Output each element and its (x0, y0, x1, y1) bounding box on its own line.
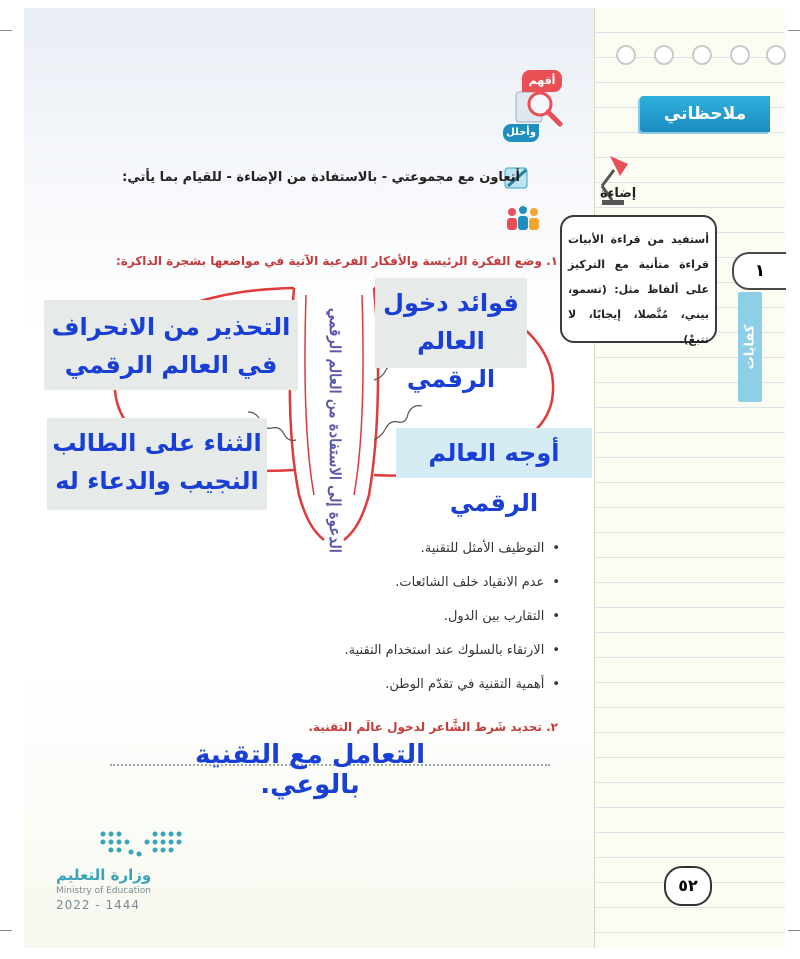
binder-ring (654, 45, 674, 65)
question-2-answer: التعامل مع التقنية بالوعي. (195, 740, 425, 800)
understand-badge: أفهم (522, 70, 562, 92)
instruction-text: أتعاون مع مجموعتي - بالاستفادة من الإضاءة - للقيام بما يأتي: (122, 170, 520, 185)
tree-trunk-label: الدعوة إلى الاستفادة من العالم الرقمي (326, 307, 344, 553)
group-icon (504, 204, 542, 232)
options-list (250, 532, 560, 702)
crop-mark (0, 30, 12, 31)
list-item: • الارتقاء بالسلوك عند استخدام التقنية. (250, 634, 560, 668)
crop-mark (0, 930, 12, 931)
edition-year: 2022 - 1444 (56, 898, 141, 912)
crop-mark (788, 930, 800, 931)
tip-box: أستفيد من قراءة الأبيات قراءة متأنية مع التركيز على ألفاظ مثل: (تسمو، بيني، مُتَّصلا، إيجابًا، لا تتبعْ). (560, 215, 717, 343)
list-item: • أهمية التقنية في تقدّم الوطن. (250, 668, 560, 702)
chapter-number-tab[interactable]: ١ (732, 252, 786, 290)
list-item: • التقارب بين الدول. (250, 600, 560, 634)
binder-ring (692, 45, 712, 65)
chapter-vertical-tab[interactable] (738, 292, 762, 402)
binder-ring (730, 45, 750, 65)
tip-label: إضاءة (600, 186, 637, 201)
question-1-prompt: ١. وضع الفكرة الرئيسة والأفكار الفرعية الآتية في مواضعها بشجرة الذاكرة: (115, 254, 558, 268)
question-2-prompt: ٢. تحديد شَرط الشَّاعر لدخول عالَم التقنية. (308, 720, 558, 734)
ministry-name-arabic: وزارة التعليم (56, 866, 152, 884)
ministry-name-english: Ministry of Education (56, 886, 151, 896)
analyze-badge: وأحلل (503, 124, 539, 142)
list-item: • التوظيف الأمثل للتقنية. (250, 532, 560, 566)
list-item: • عدم الانقياد خلف الشائعات. (250, 566, 560, 600)
answer-top-left: التحذير من الانحراف في العالم الرقمي (44, 300, 298, 390)
notes-strip (594, 8, 785, 948)
binder-ring (616, 45, 636, 65)
page-number: ٥٢ (664, 866, 712, 906)
answer-top-right: فوائد دخول العالم الرقمي (375, 278, 527, 368)
answer-bottom-right: أوجه العالم الرقمي (396, 428, 592, 478)
binder-ring (766, 45, 786, 65)
answer-bottom-left: الثناء على الطالب النجيب والدعاء له (47, 418, 267, 510)
crop-mark (788, 30, 800, 31)
notes-title: ملاحظاتي (640, 96, 770, 132)
chapter-tab-label: كفايات (742, 324, 758, 370)
ministry-logo-icon (95, 826, 195, 860)
